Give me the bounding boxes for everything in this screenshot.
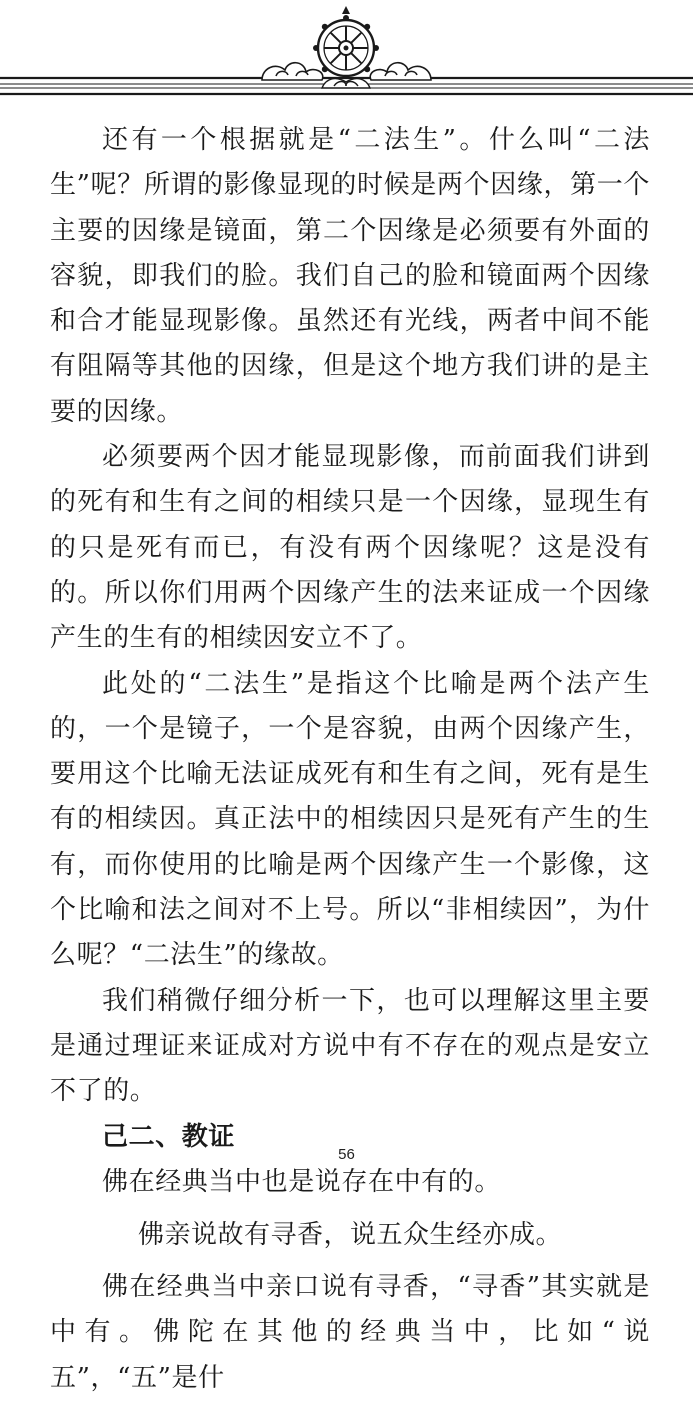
section-heading: 己二、教证 [102, 1121, 236, 1152]
cloud-right-icon [370, 63, 431, 80]
main-text [50, 118, 650, 1401]
header-ornament [0, 0, 693, 110]
dharma-wheel-icon [313, 6, 379, 76]
page-number: 56 [338, 1146, 355, 1163]
paragraph-1: 还有一个根据就是“二法生”。什么叫“二法生”呢？所谓的影像显现的时候是两个因缘，第一个主要的因缘是镜面，第二个因缘是必须要有外面的容貌，即我们的脸。我们自己的脸和镜面两个因缘和合才能显现影像。虽然还有光线，两者中间不能有阻隔等其他的因缘，但是这个地方我们讲的是主要的因缘。 [50, 125, 650, 427]
cloud-left-icon [262, 63, 323, 80]
lotus-base-icon [322, 79, 370, 88]
paragraph-4: 我们稍微仔细分析一下，也可以理解这里主要是通过理证来证成对方说中有不存在的观点是安立不了的。 [50, 985, 650, 1107]
paragraph-3: 此处的“二法生”是指这个比喻是两个法产生的，一个是镜子，一个是容貌，由两个因缘产生，要用这个比喻无法证成死有和生有之间，死有是生有的相续因。真正法中的相续因只是死有产生的生有，而你使用的比喻是两个因缘产生一个影像，这个比喻和法之间对不上号。所以“非相续因”，为什么呢？“二法生”的缘故。 [50, 668, 650, 971]
section-intro: 佛在经典当中也是说存在中有的。 [102, 1166, 502, 1197]
paragraph-2: 必须要两个因才能显现影像，而前面我们讲到的死有和生有之间的相续只是一个因缘，显现生有的只是死有而已，有没有两个因缘呢？这是没有的。所以你们用两个因缘产生的法来证成一个因缘产生的生有的相续因安立不了。 [50, 442, 650, 654]
section-commentary: 佛在经典当中亲口说有寻香，“寻香”其实就是中有。佛陀在其他的经典当中，比如“说五”，“五”是什 [50, 1272, 650, 1393]
root-verse: 佛亲说故有寻香，说五众生经亦成。 [137, 1220, 562, 1251]
